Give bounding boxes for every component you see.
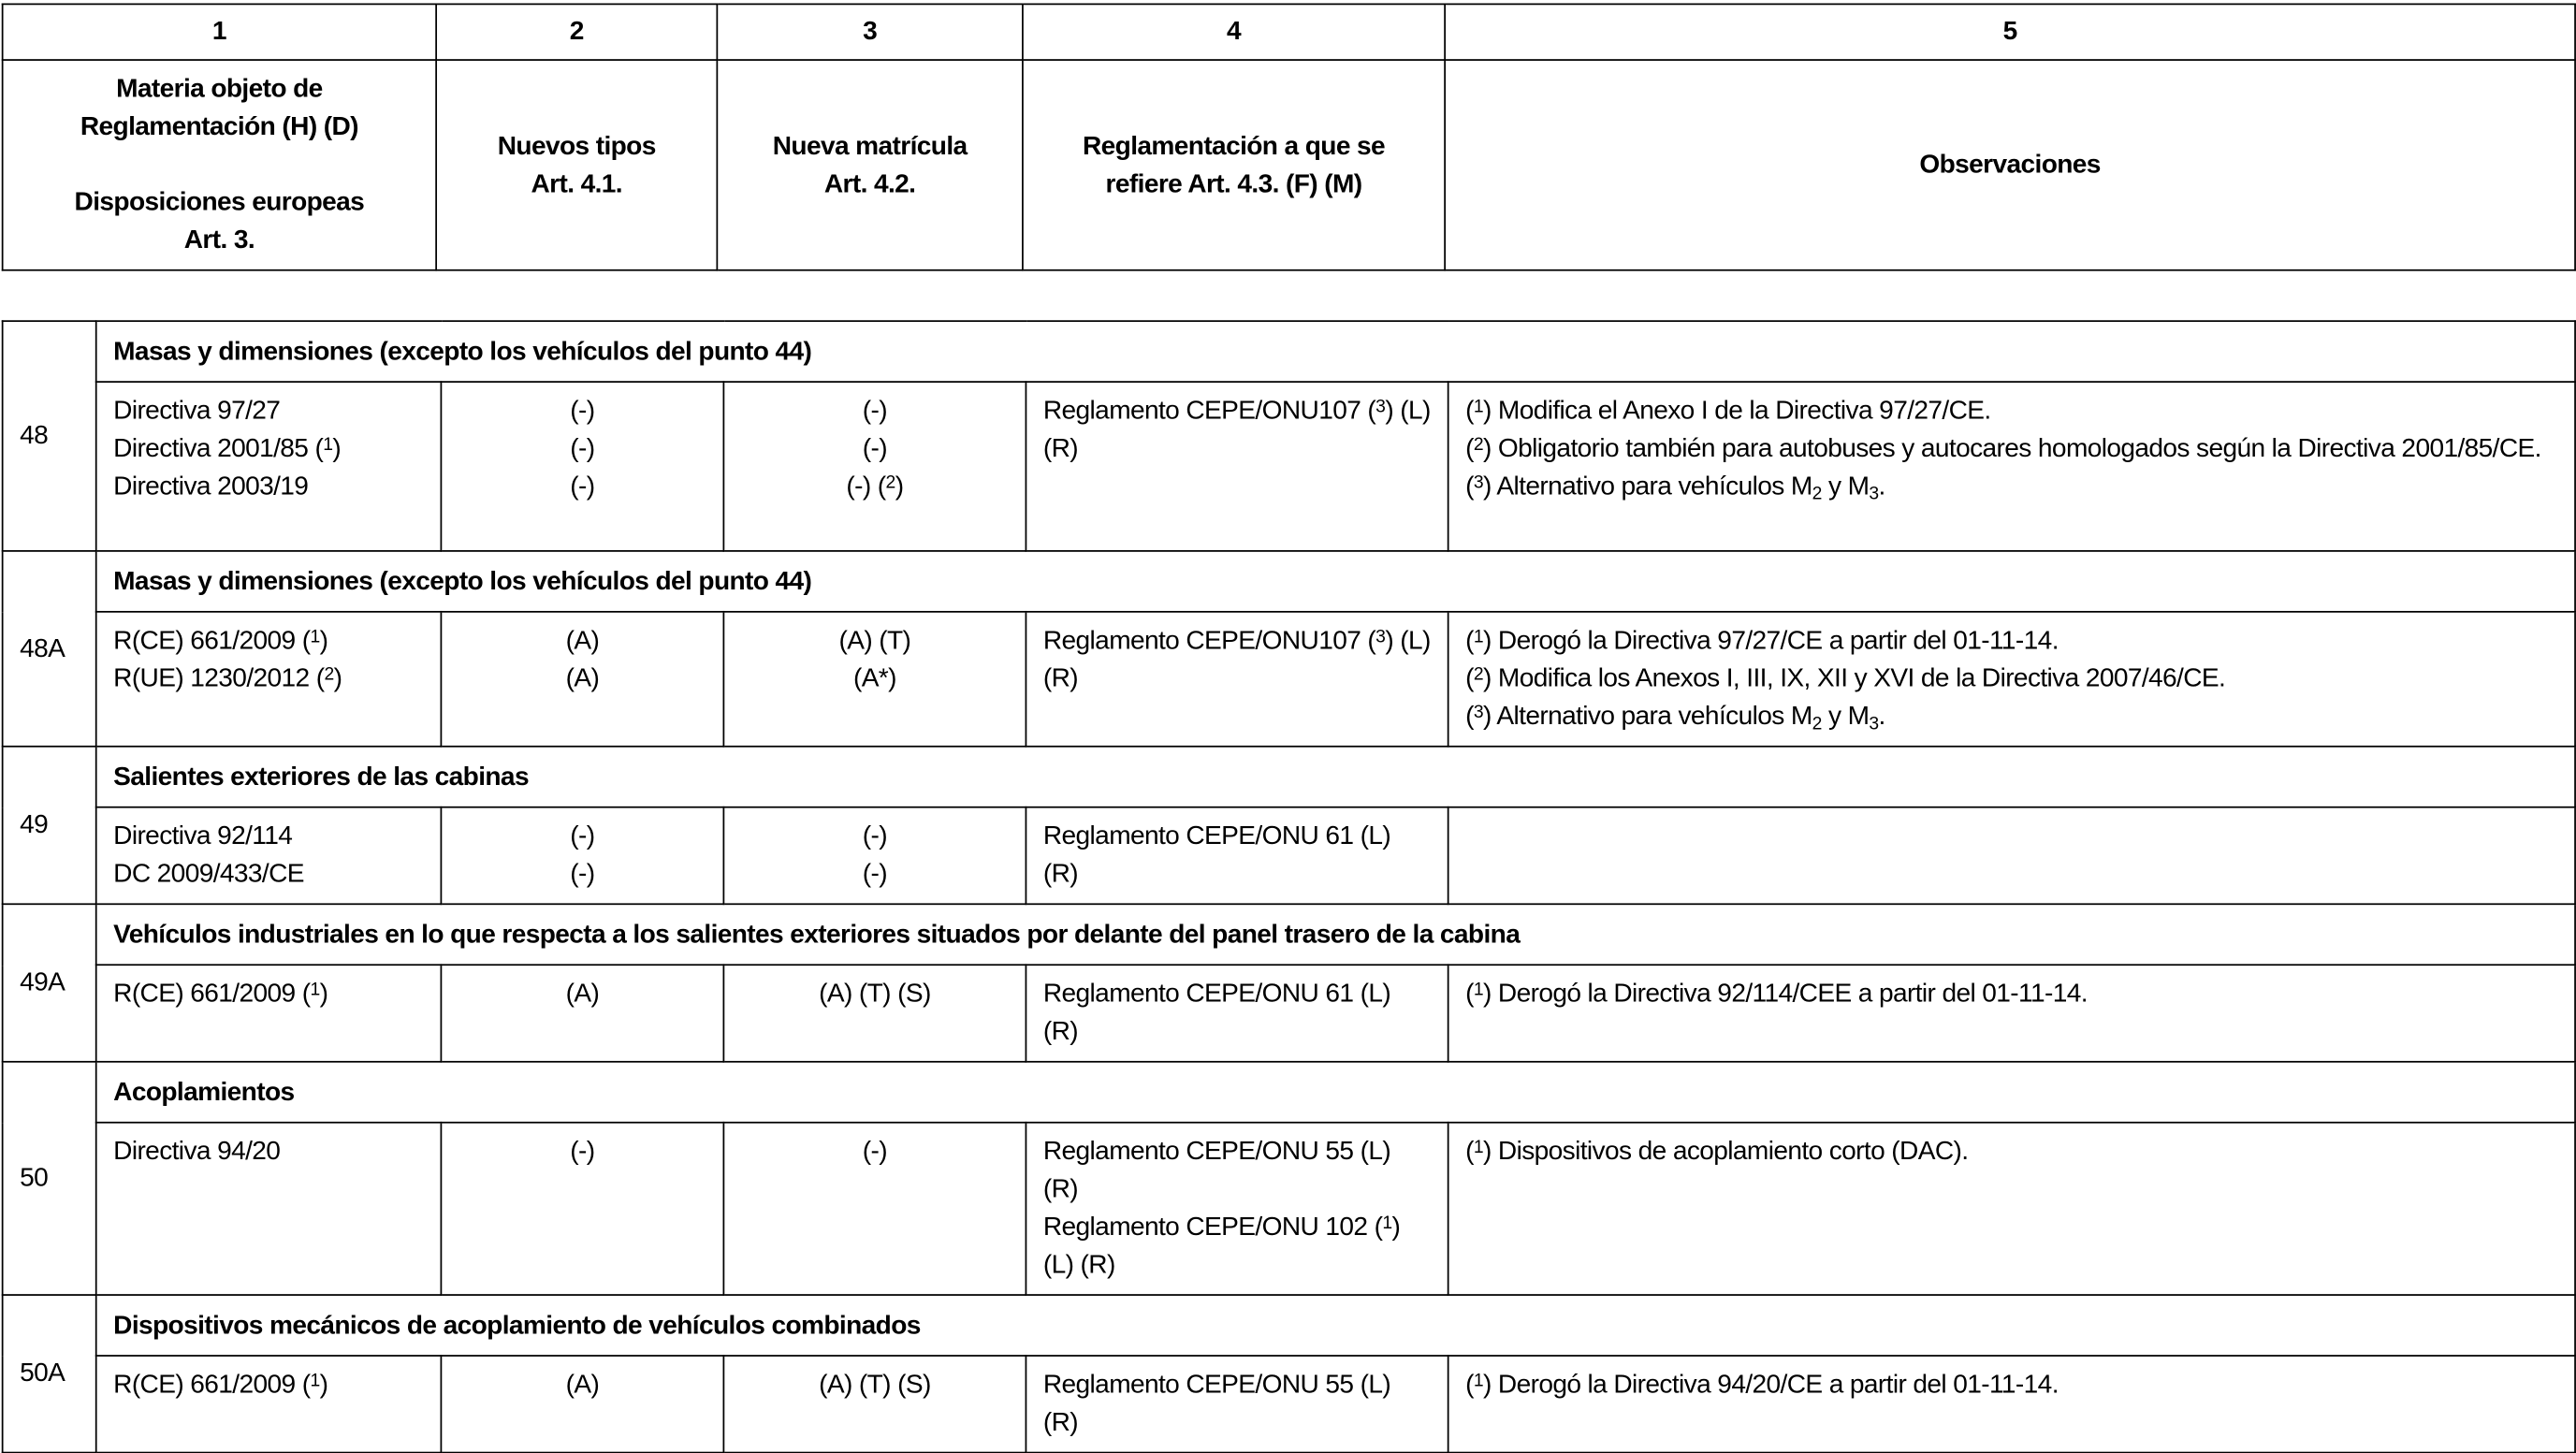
- section-title: Masas y dimensiones (excepto los vehículos del punto 44): [96, 321, 2575, 382]
- nuevos-tipos-value: (-): [570, 397, 595, 426]
- reglamento-entry: Reglamento CEPE/ONU 102 ($^1$) (L) (R): [1042, 1213, 1401, 1280]
- nueva-matricula-cell: [723, 807, 1026, 905]
- nueva-matricula-value: (-): [862, 1138, 888, 1167]
- section-title: Masas y dimensiones (excepto los vehículos del punto 44): [96, 551, 2575, 612]
- nuevos-tipos-cell: [441, 807, 723, 905]
- disposiciones-cell: [96, 1123, 442, 1295]
- reglamentacion-cell: Reglamento CEPE/ONU 61 (L) (R): [1026, 965, 1448, 1062]
- observaciones-cell: [1448, 382, 2575, 551]
- reglamentacion-cell: Reglamento CEPE/ONU 61 (L) (R): [1026, 807, 1448, 905]
- column-label-2-line: Art. 4.1.: [531, 169, 622, 198]
- column-label-row: [3, 60, 2575, 270]
- nuevos-tipos-value: (A): [565, 980, 600, 1009]
- nuevos-tipos-value: (A): [565, 1371, 600, 1400]
- observacion-note: ($^1$) Derogó la Directiva 92/114/CEE a partir del 01-11-14.: [1465, 980, 2088, 1009]
- row-number: 48A: [3, 551, 96, 747]
- nueva-matricula-value: (A) (T) (S): [819, 1371, 931, 1400]
- reglamentacion-cell: Reglamento CEPE/ONU 55 (L) (R): [1026, 1356, 1448, 1453]
- nuevos-tipos-value: (A): [565, 627, 600, 656]
- observaciones-cell: [1448, 1123, 2575, 1295]
- disposicion-line: R(CE) 661/2009 ($^1$): [113, 980, 328, 1009]
- section-body-row: [3, 1356, 2576, 1453]
- section-body-row: [3, 807, 2576, 905]
- nuevos-tipos-cell: [441, 612, 723, 747]
- section-body-row: [3, 612, 2576, 747]
- column-label-1-line: Disposiciones europeas: [74, 188, 365, 217]
- nueva-matricula-value: (A) (T) (S): [819, 980, 931, 1009]
- observacion-note: ($^1$) Derogó la Directiva 94/20/CE a partir del 01-11-14.: [1465, 1371, 2059, 1400]
- column-label-4-line: refiere Art. 4.3. (F) (M): [1105, 169, 1362, 198]
- column-number-row: [3, 4, 2575, 60]
- nuevos-tipos-value: (-): [570, 822, 595, 851]
- observaciones-cell: [1448, 1356, 2575, 1453]
- nuevos-tipos-cell: [441, 965, 723, 1062]
- section-body-row: [3, 965, 2576, 1062]
- nueva-matricula-value: (-): [862, 822, 888, 851]
- nuevos-tipos-value: (-): [570, 860, 595, 889]
- disposicion-line: Directiva 97/27: [113, 397, 281, 426]
- nueva-matricula-cell: [723, 965, 1026, 1062]
- disposiciones-cell: [96, 807, 442, 905]
- disposiciones-cell: [96, 965, 442, 1062]
- nuevos-tipos-value: (-): [570, 1138, 595, 1167]
- row-number: 50A: [3, 1295, 96, 1453]
- section-title: Acoplamientos: [96, 1062, 2575, 1123]
- reglamentacion-cell: [1026, 1123, 1448, 1295]
- column-label-1-line: Materia objeto de: [116, 75, 323, 104]
- section-title: Salientes exteriores de las cabinas: [96, 747, 2575, 807]
- section-title: Vehículos industriales en lo que respecta a los salientes exteriores situados por delante del panel trasero de la cabina: [96, 904, 2575, 965]
- regulation-table: [2, 320, 2576, 1453]
- column-number-5: 5: [1445, 4, 2575, 60]
- nueva-matricula-value: (-): [862, 435, 888, 463]
- nuevos-tipos-value: (A): [565, 664, 600, 693]
- disposicion-line: DC 2009/433/CE: [113, 860, 304, 889]
- column-label-4: [1023, 60, 1445, 270]
- reglamentacion-cell: Reglamento CEPE/ONU107 ($^3$) (L) (R): [1026, 382, 1448, 551]
- row-number: 48: [3, 321, 96, 551]
- column-label-1-line: Reglamentación (H) (D): [80, 113, 358, 141]
- column-label-1: [3, 60, 437, 270]
- nueva-matricula-value: (A) (T): [838, 627, 911, 656]
- section-title-row: [3, 1295, 2576, 1356]
- disposiciones-cell: [96, 382, 442, 551]
- disposicion-line: Directiva 92/114: [113, 822, 293, 851]
- observaciones-cell: [1448, 965, 2575, 1062]
- nueva-matricula-cell: [723, 612, 1026, 747]
- column-label-4-line: Reglamentación a que se: [1082, 132, 1386, 161]
- section-body-row: [3, 382, 2576, 551]
- section-title-row: [3, 747, 2576, 807]
- column-label-1-spacer: [4, 146, 436, 183]
- observaciones-cell: [1448, 807, 2575, 905]
- nueva-matricula-cell: [723, 1356, 1026, 1453]
- section-body-row: [3, 1123, 2576, 1295]
- column-label-3-line: Art. 4.2.: [823, 169, 916, 198]
- row-number: 49: [3, 747, 96, 905]
- disposicion-line: Directiva 2001/85 ($^1$): [113, 435, 342, 463]
- disposicion-line: R(UE) 1230/2012 ($^2$): [113, 664, 342, 693]
- observaciones-cell: [1448, 612, 2575, 747]
- disposiciones-cell: [96, 1356, 442, 1453]
- column-number-1: 1: [3, 4, 437, 60]
- section-title-row: [3, 1062, 2576, 1123]
- section-title-row: [3, 551, 2576, 612]
- section-title: Dispositivos mecánicos de acoplamiento de vehículos combinados: [96, 1295, 2575, 1356]
- column-label-2: [436, 60, 717, 270]
- header-table: [2, 4, 2576, 271]
- nueva-matricula-value: (-) ($^2$): [846, 472, 904, 501]
- column-number-2: 2: [436, 4, 717, 60]
- observacion-note: ($^1$) Dispositivos de acoplamiento corto (DAC).: [1465, 1138, 1969, 1167]
- observacion-note: ($^3$) Alternativo para vehículos $M_2$ y $M_3$.: [1465, 703, 1885, 734]
- nuevos-tipos-cell: [441, 1123, 723, 1295]
- nuevos-tipos-cell: [441, 1356, 723, 1453]
- observacion-note: ($^2$) Modifica los Anexos I, III, IX, XII y XVI de la Directiva 2007/46/CE.: [1465, 664, 2226, 693]
- section-title-row: [3, 321, 2576, 382]
- disposicion-line: R(CE) 661/2009 ($^1$): [113, 627, 328, 656]
- section-title-row: [3, 904, 2576, 965]
- column-number-3: 3: [717, 4, 1023, 60]
- reglamentacion-cell: Reglamento CEPE/ONU107 ($^3$) (L) (R): [1026, 612, 1448, 747]
- column-label-3: [717, 60, 1023, 270]
- disposicion-line: Directiva 94/20: [113, 1138, 281, 1167]
- nuevos-tipos-value: (-): [570, 472, 595, 501]
- column-label-1-line: Art. 3.: [183, 226, 255, 255]
- column-number-4: 4: [1023, 4, 1445, 60]
- observacion-note: ($^1$) Derogó la Directiva 97/27/CE a partir del 01-11-14.: [1465, 627, 2059, 656]
- observacion-note: ($^3$) Alternativo para vehículos $M_2$ y $M_3$.: [1465, 472, 1885, 504]
- column-label-3-line: Nueva matrícula: [772, 132, 968, 161]
- disposicion-line: Directiva 2003/19: [113, 472, 309, 501]
- column-label-5: Observaciones: [1445, 60, 2575, 270]
- reglamento-entry: Reglamento CEPE/ONU 55 (L) (R): [1042, 1138, 1391, 1204]
- disposicion-line: R(CE) 661/2009 ($^1$): [113, 1371, 328, 1400]
- observacion-note: ($^1$) Modifica el Anexo I de la Directiva 97/27/CE.: [1465, 397, 1991, 426]
- row-number: 49A: [3, 904, 96, 1062]
- nueva-matricula-value: (-): [862, 397, 888, 426]
- nueva-matricula-cell: [723, 382, 1026, 551]
- column-label-2-line: Nuevos tipos: [497, 132, 656, 161]
- nuevos-tipos-value: (-): [570, 435, 595, 463]
- row-number: 50: [3, 1062, 96, 1295]
- nueva-matricula-value: (-): [862, 860, 888, 889]
- nueva-matricula-value: (A*): [852, 664, 896, 693]
- nueva-matricula-cell: [723, 1123, 1026, 1295]
- observacion-note: ($^2$) Obligatorio también para autobuses y autocares homologados según la Directiva 2001/85/CE.: [1465, 435, 2541, 463]
- disposiciones-cell: [96, 612, 442, 747]
- nuevos-tipos-cell: [441, 382, 723, 551]
